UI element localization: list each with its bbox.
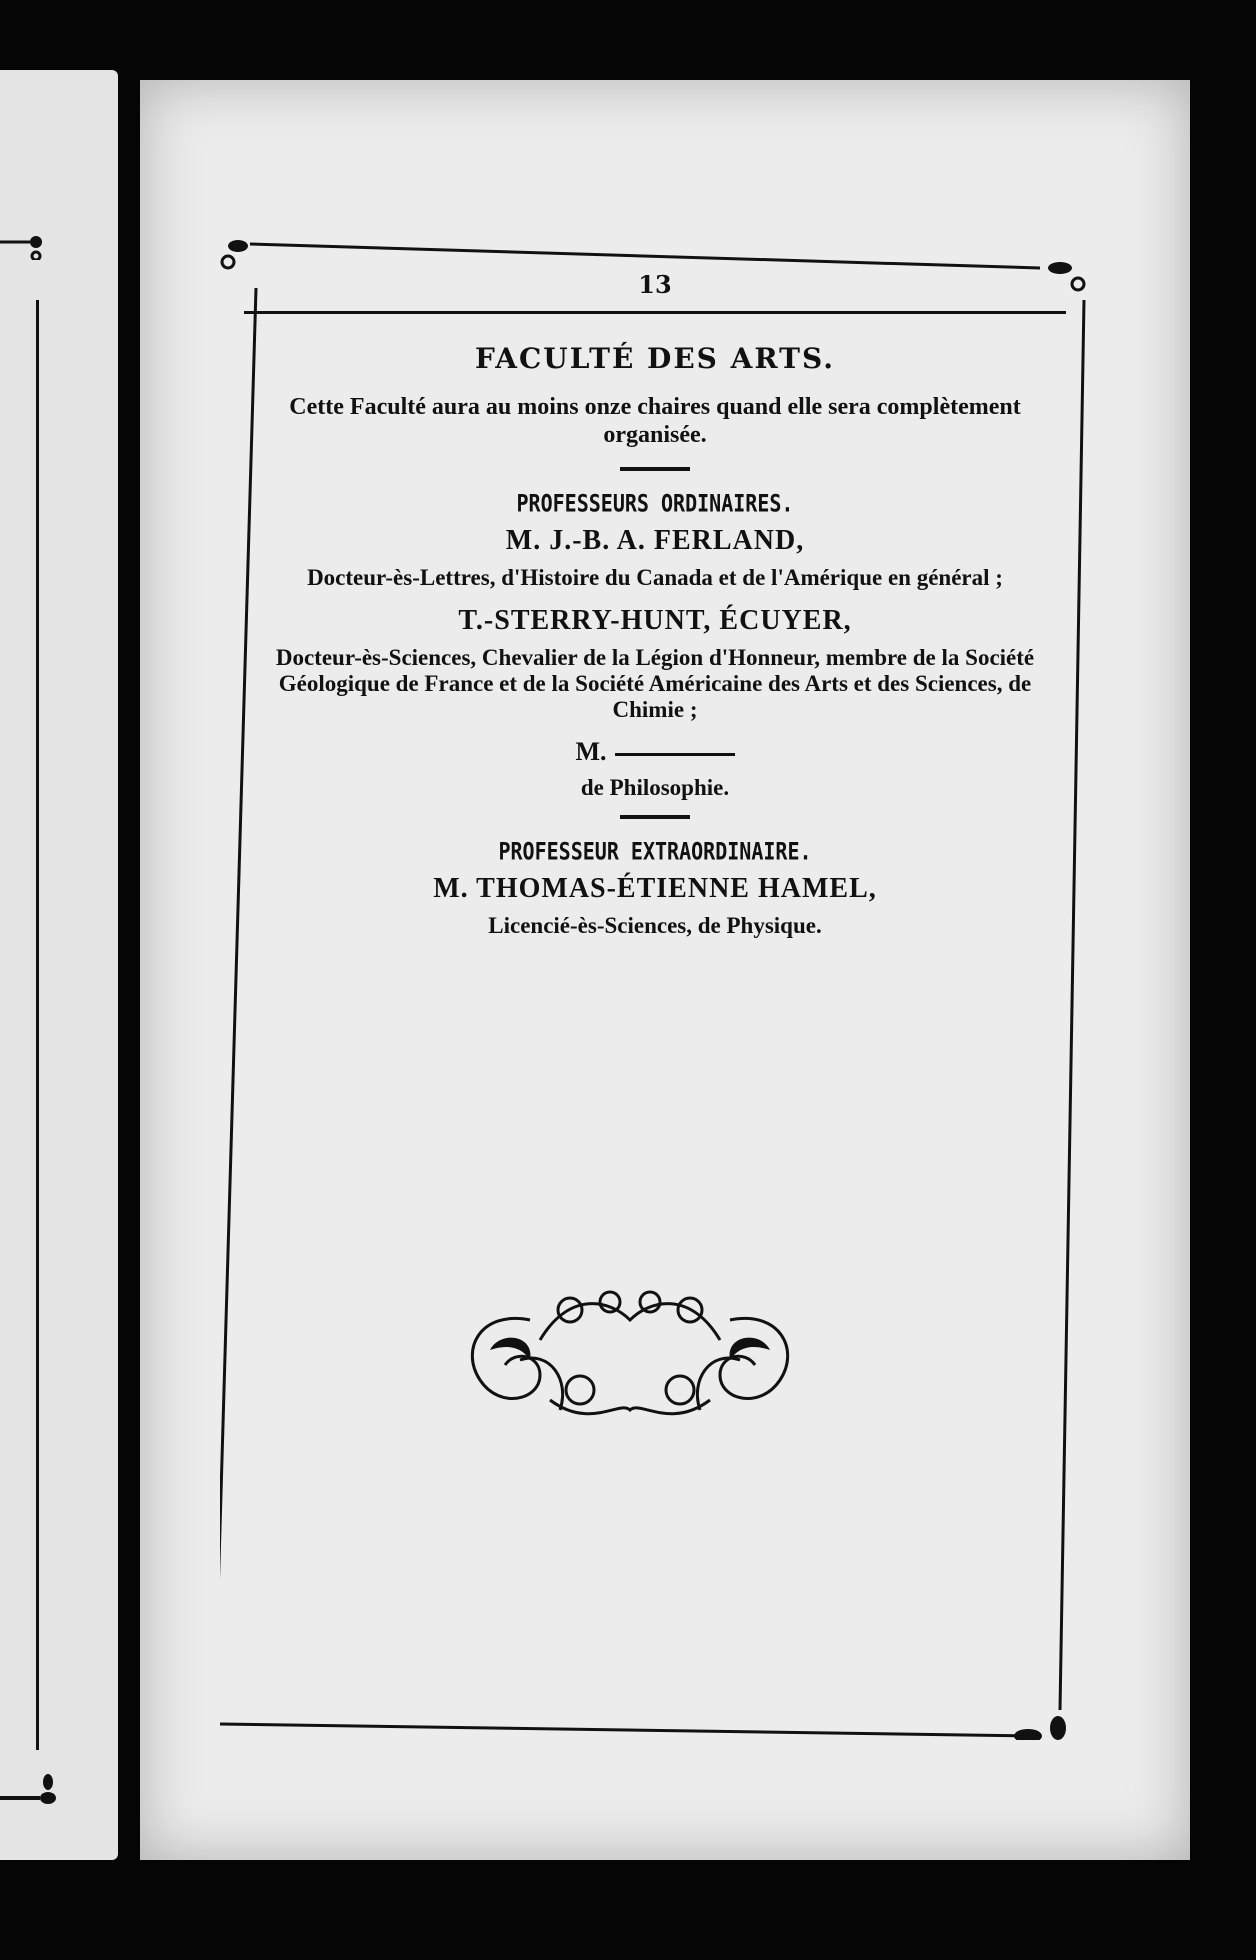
decorative-flourish-icon bbox=[460, 1280, 800, 1450]
section-title-ordinary: PROFESSEURS ORDINAIRES. bbox=[516, 488, 794, 518]
faculty-heading: FACULTÉ DES ARTS. bbox=[475, 342, 835, 375]
corner-ornament-icon bbox=[1014, 1716, 1066, 1740]
section-divider bbox=[620, 467, 690, 471]
professor-description: Licencié-ès-Sciences, de Physique. bbox=[488, 913, 822, 938]
corner-ornament-icon bbox=[0, 230, 48, 260]
professor-description: de Philosophie. bbox=[580, 775, 730, 800]
blank-line bbox=[615, 753, 735, 756]
professor-description: Docteur-ès-Sciences, Chevalier de la Légion d'Honneur, membre de la Société Géologique de France et de la Société Américaine des Arts et des Sciences, de Chimie ; bbox=[275, 645, 1035, 722]
vacant-professor-line bbox=[250, 737, 1060, 767]
page-content bbox=[250, 270, 1060, 953]
corner-ornament-icon bbox=[222, 240, 248, 268]
corner-ornament-icon bbox=[0, 1770, 60, 1810]
professor-description: Docteur-ès-Lettres, d'Histoire du Canada et de l'Amérique en général ; bbox=[307, 565, 1003, 590]
section-divider bbox=[620, 815, 690, 819]
section-title-extraordinary: PROFESSEUR EXTRAORDINAIRE. bbox=[498, 836, 812, 866]
previous-page-border-rule bbox=[36, 300, 39, 1750]
page-number: 13 bbox=[638, 270, 672, 299]
professor-name: M. bbox=[575, 737, 607, 766]
previous-page-edge bbox=[0, 70, 118, 1860]
header-rule bbox=[244, 311, 1066, 314]
professor-name: M. THOMAS-ÉTIENNE HAMEL, bbox=[433, 873, 877, 904]
professor-name: M. J.-B. A. FERLAND, bbox=[505, 525, 805, 556]
intro-paragraph: Cette Faculté aura au moins onze chaires quand elle sera complètement organisée. bbox=[289, 394, 1021, 448]
professor-name: T.-STERRY-HUNT, ÉCUYER, bbox=[458, 605, 852, 636]
